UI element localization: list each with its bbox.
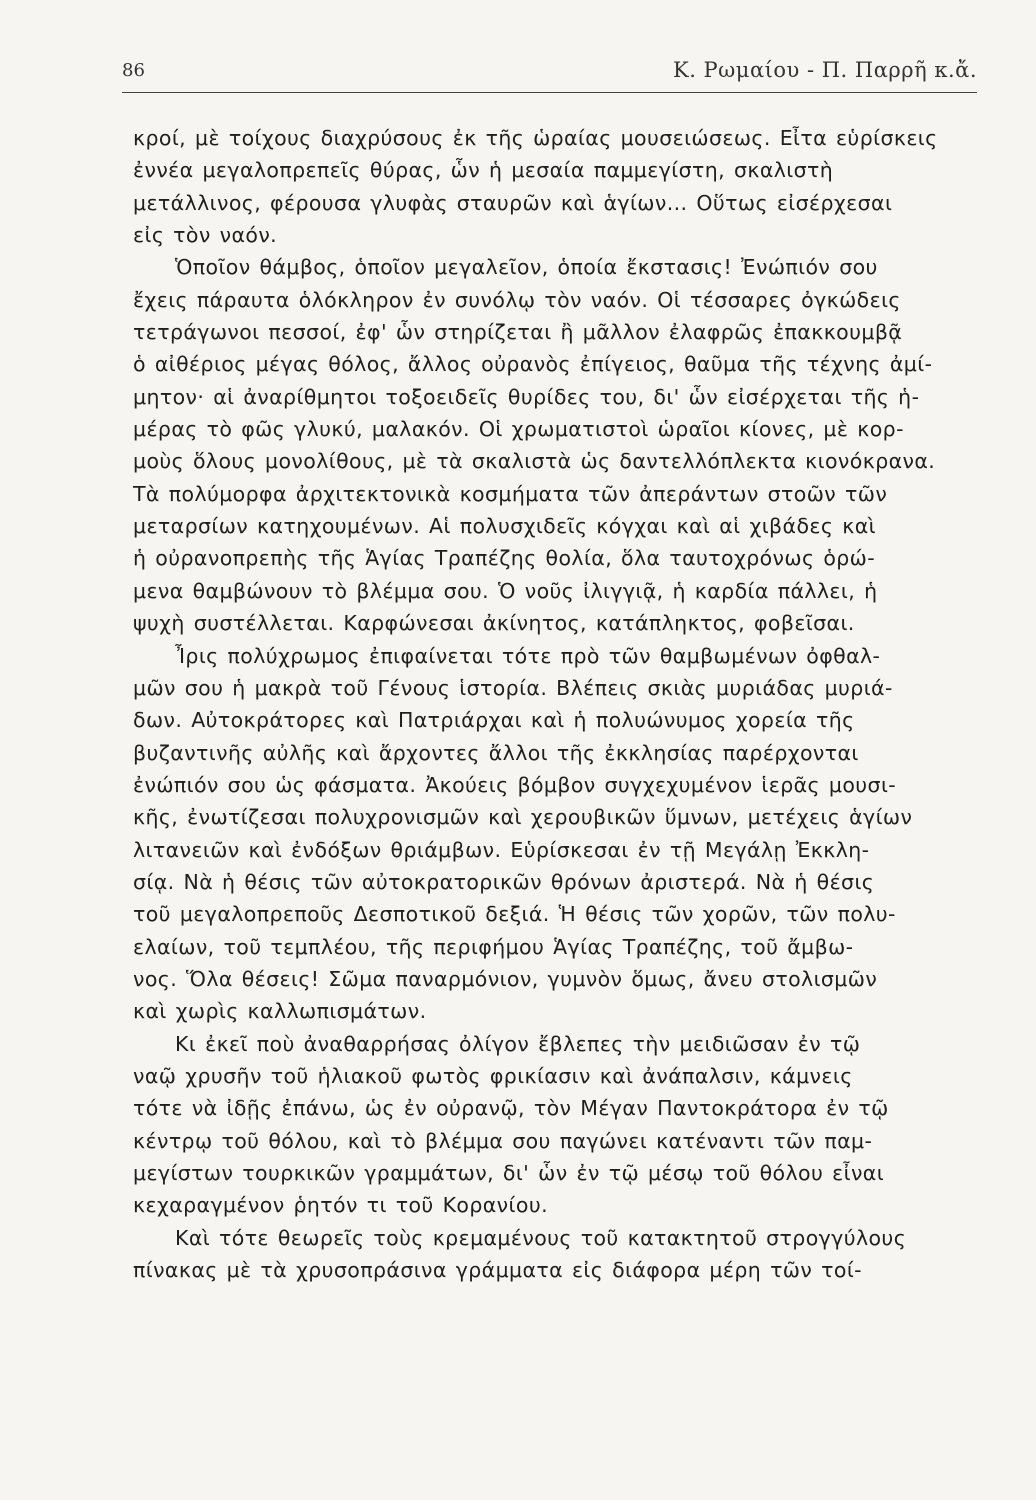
header-rule (122, 92, 977, 93)
text-line-paragraph-start: Καὶ τότε θεωρεῖς τοὺς κρεμαμένους τοῦ κατακτητοῦ στρογγύλους (175, 1225, 907, 1250)
text-line: τότε νὰ ἰδῇς ἐπάνω, ὡς ἐν οὐρανῷ, τὸν Μέγαν Παντοκράτορα ἐν τῷ (133, 1096, 889, 1121)
page-number: 86 (122, 60, 145, 81)
page-header (122, 58, 977, 88)
text-line: καὶ χωρὶς καλλωπισμάτων. (133, 999, 427, 1024)
text-line-paragraph-start: Ὁποῖον θάμβος, ὁποῖον μεγαλεῖον, ὁποία ἔκστασις! Ἐνώπιόν σου (175, 255, 878, 280)
text-line: ὁ αἰθέριος μέγας θόλος, ἄλλος οὐρανὸς ἐπίγειος, θαῦμα τῆς τέχνης ἀμί- (133, 352, 933, 377)
text-line: μέρας τὸ φῶς γλυκύ, μαλακόν. Οἱ χρωματιστοὶ ὡραῖοι κίονες, μὲ κορ- (133, 417, 904, 442)
text-line: λιτανειῶν καὶ ἐνδόξων θριάμβων. Εὑρίσκεσαι ἐν τῇ Μεγάλῃ Ἐκκλη- (133, 837, 870, 862)
text-line: ελαίων, τοῦ τεμπλέου, τῆς περιφήμου Ἁγίας Τραπέζης, τοῦ ἄμβω- (133, 934, 854, 959)
text-line-paragraph-start: Κι ἐκεῖ ποὺ ἀναθαρρήσας ὀλίγον ἔβλεπες τὴν μειδιῶσαν ἐν τῷ (175, 1031, 861, 1056)
text-line: κεχαραγμένον ῥητόν τι τοῦ Κορανίου. (133, 1193, 548, 1218)
text-line-paragraph-start: Ἶρις πολύχρωμος ἐπιφαίνεται τότε πρὸ τῶν θαμβωμένων ὀφθαλ- (175, 643, 881, 668)
text-line: σίᾳ. Νὰ ἡ θέσις τῶν αὐτοκρατορικῶν θρόνων ἀριστερά. Νὰ ἡ θέσις (133, 869, 875, 894)
text-line: μοὺς ὅλους μονολίθους, μὲ τὰ σκαλιστὰ ὡς δαντελλόπλεκτα κιονόκρανα. (133, 449, 936, 474)
text-line: τετράγωνοι πεσσοί, ἐφ' ὧν στηρίζεται ἢ μᾶλλον ἐλαφρῶς ἐπακκουμβᾷ (133, 320, 903, 345)
text-line: Τὰ πολύμορφα ἀρχιτεκτονικὰ κοσμήματα τῶν ἀπεράντων στοῶν τῶν (133, 481, 888, 506)
text-line: μεταρσίων κατηχουμένων. Αἱ πολυσχιδεῖς κόγχαι καὶ αἱ χιβάδες καὶ (133, 514, 876, 539)
text-line: ἔχεις πάραυτα ὁλόκληρον ἐν συνόλῳ τὸν ναόν. Οἱ τέσσαρες ὀγκώδεις (133, 287, 901, 312)
text-line: κῆς, ἐνωτίζεσαι πολυχρονισμῶν καὶ χερουβικῶν ὕμνων, μετέχεις ἁγίων (133, 805, 913, 830)
text-line: ναῷ χρυσῆν τοῦ ἡλιακοῦ φωτὸς φρικίασιν καὶ ἀνάπαλσιν, κάμνεις (133, 1063, 853, 1088)
text-line: μετάλλινος, φέρουσα γλυφὰς σταυρῶν καὶ ἁγίων... Οὕτως εἰσέρχεσαι (133, 190, 893, 215)
running-head: Κ. Ρωμαίου - Π. Παρρῆ κ.ἄ. (673, 58, 977, 82)
text-line: δων. Αὐτοκράτορες καὶ Πατριάρχαι καὶ ἡ πολυώνυμος χορεία τῆς (133, 708, 855, 733)
text-line: τοῦ μεγαλοπρεποῦς Δεσποτικοῦ δεξιά. Ἡ θέσις τῶν χορῶν, τῶν πολυ- (133, 902, 896, 927)
text-line: ἡ οὐρανοπρεπὴς τῆς Ἁγίας Τραπέζης θολία, ὅλα ταυτοχρόνως ὁρώ- (133, 546, 876, 571)
text-line: ἐννέα μεγαλοπρεπεῖς θύρας, ὧν ἡ μεσαία παμμεγίστη, σκαλιστὴ (133, 158, 834, 183)
text-line: εἰς τὸν ναόν. (133, 223, 278, 248)
text-line: κροί, μὲ τοίχους διαχρύσους ἐκ τῆς ὡραίας μουσειώσεως. Εἶτα εὑρίσκεις (133, 126, 938, 150)
text-line: μῶν σου ἡ μακρὰ τοῦ Γένους ἱστορία. Βλέπεις σκιὰς μυριάδας μυριά- (133, 675, 893, 700)
text-line: μεγίστων τουρκικῶν γραμμάτων, δι' ὧν ἐν τῷ μέσῳ τοῦ θόλου εἶναι (133, 1161, 885, 1185)
text-line: μητον· αἱ ἀναρίθμητοι τοξοειδεῖς θυρίδες του, δι' ὧν εἰσέρχεται τῆς ἡ- (133, 384, 920, 409)
text-line: ἐνώπιόν σου ὡς φάσματα. Ἀκούεις βόμβον συγχεχυμένον ἱερᾶς μουσι- (133, 772, 897, 797)
text-line: νος. Ὅλα θέσεις! Σῶμα παναρμόνιον, γυμνὸν ὅμως, ἄνευ στολισμῶν (133, 966, 878, 991)
text-line: πίνακας μὲ τὰ χρυσοπράσινα γράμματα εἰς διάφορα μέρη τῶν τοί- (133, 1258, 862, 1283)
text-line: βυζαντινῆς αὐλῆς καὶ ἄρχοντες ἄλλοι τῆς ἐκκλησίας παρέρχονται (133, 740, 859, 765)
text-line: κέντρῳ τοῦ θόλου, καὶ τὸ βλέμμα σου παγώνει κατέναντι τῶν παμ- (133, 1128, 873, 1153)
body-text (133, 122, 981, 1286)
text-line: ψυχὴ συστέλλεται. Καρφώνεσαι ἀκίνητος, κατάπληκτος, φοβεῖσαι. (133, 611, 855, 636)
text-line: μενα θαμβώνουν τὸ βλέμμα σου. Ὁ νοῦς ἰλιγγιᾷ, ἡ καρδία πάλλει, ἡ (133, 578, 878, 603)
